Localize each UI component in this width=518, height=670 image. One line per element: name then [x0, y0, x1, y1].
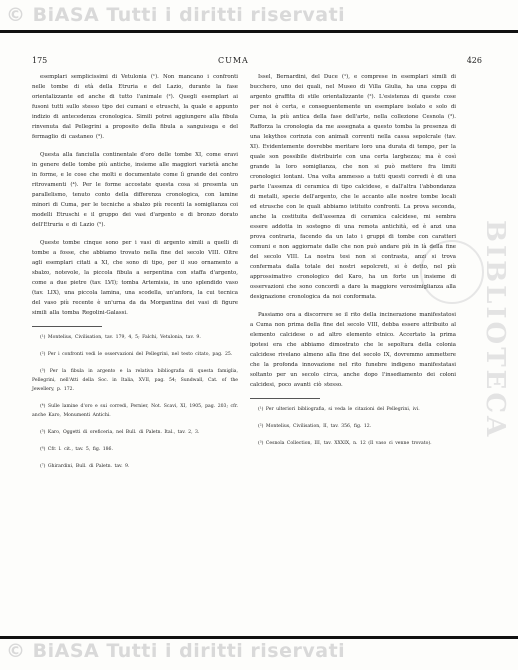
right-paragraph-1: Issel, Bernardini, del Duce (¹), e comprese in esemplari simili di bucchero, uno dei quali, nel Museo di Villa Giulia, ha una coppa di argento graffita di stile orientalizzante (²). L'esistenza di queste cose per noi è certa, e conseguentemente un esemplare isolato e solo di Cuma, la più antica della fase dell'arte, nella collezione Cesnola (³). Rafforza la cronologia da me assegnata a questo tomba la presenza di una lekythos corinzia con animali correnti nella cassa sepolcrale (tav. XI). Evidentemente dovrebbe meritare loro una durata di tempo, per la quale son possibile distribuirle con una certa larghezza; ma è così grande la loro somiglianza, che non si può mettere fra limiti cronologici lontani. Una volta ammesso a tutti questi corredi è di una parte l'assenza di ceramica di tipo calcidese, e dall'altra l'abbondanza di metalli, specie dell'argento, che le accanto alle nostre tombe locali ed etrusche con le quali abbiamo istituito confronti. La prova seconda, anche la costituita dell'assenza di ceramica calcidese, mi sembra essere addotta in sostegno di una remota antichità, ed è anzi una prova contraria, facendo da un lato i gruppi di tombe con caratteri comuni e non aggiornate dalle che non può andare più in là della fine del secolo VIII. La nostra tesi non si contrasta, anzi si trova confermata dalla totale dei nostri sepolcreti, si è detto, nel più approssimativo cronologico del Karo, ha un forte un insieme di osservazioni che sono concordi a dare la maggiore verosimiglianza alla designazione cronologica da noi conformata.: [250, 74, 456, 300]
running-title: CUMA: [218, 56, 249, 65]
left-footnote-4: (⁴) Sulle lamine d'oro e sui corredi, Pernier, Not. Scavi, XI, 1905, pag. 203; cfr. anche Karo, Monumenti Antichi.: [32, 404, 238, 418]
left-paragraph-3: Queste tombe cinque sono per i vasi di argento simili a quelli di tombe a fosse, che abbiamo trovato nella fine del secolo VIII. Oltre agli esemplari citati a XI, che sono di tipo, per il suo ornamento a sbalzo, notevole, la piccola fibula a serpentina con staffa d'argento, come a due pietre (tav. LVI); tomba Artemisia, in uno splendido vaso (tav. LIX), una piccola lamina, una scodella, un'anfora, la cui tecnica del vaso più recente è un'urna da da Morgantina dei vasi di figure simili alla tomba Regolini-Galassi.: [32, 240, 238, 316]
left-footnote-5: (⁵) Karo, Oggetti di oreficeria, nel Bull. di Paletn. Ital., tav. 2, 3.: [40, 430, 200, 435]
right-column: [250, 72, 456, 456]
page-number-right: 426: [466, 56, 482, 65]
left-footnote-7: (⁷) Ghirardini, Bull. di Paletn. tav. 9.: [40, 464, 130, 469]
left-footnote-3: (³) Per la fibula in argento e la relativa bibliografia di questa famiglia, Pellegrini, nell'Atti della Soc. in Italia, XVII, pag. 54; Sundwall, Cat. of the Jewellery, p. 172.: [32, 369, 238, 392]
footnote-divider: [32, 326, 102, 327]
left-footnote-2: (²) Per i confronti vedi le osservazioni del Pellegrini, nel testo citato, pag. 25.: [40, 352, 233, 357]
left-footnote-6: (⁶) Cfr. l. cit., tav. 5, fig. 186.: [40, 447, 113, 452]
right-footnote-1: (¹) Per ulteriori bibliografia, si veda le citazioni del Pellegrini, ivi.: [258, 407, 420, 412]
footnote-divider: [250, 398, 320, 399]
left-paragraph-2: Questa alla fanciulla continentale d'oro delle tombe XI, come eravi in genere delle tombe più antiche, insieme alle maggiori varietà anche in forme, e le cose che molti e documentate come lì grande dei contro ritrovamenti (⁴). Per le forme accostate questa cosa si presenta un parallelismo, tenuto conto della differenza cronologica, con lamine minori di Cuma, per le tecniche a sbalzo più recenti la somiglianza coi modelli Etruschi e il gruppo dei vasi d'argento e di bronzo dorato dell'Etruria e di Lazio (⁵).: [32, 152, 238, 228]
right-footnote-3: (³) Cesnola Collection, III, tav. XXXIX, n. 12 (Il vaso ci venne trovato).: [258, 441, 432, 446]
page-number-left: 175: [32, 56, 48, 65]
page-header: [32, 56, 492, 70]
left-footnote-1: (¹) Montelius, Civilisation, tav. 179, 4, 5; Falchi, Vetulonia, tav. 9.: [40, 335, 201, 340]
top-scan-border: [0, 30, 518, 33]
right-paragraph-2: Passiamo ora a discorrere se il rito della incinerazione manifestatosi a Cuma non prima della fine del secolo VIII, debba essere attribuito al elemento calcidese o ad altro elemento etnico. Accertato la prima ipotesi era che abbiamo dimostrato che le sepoltura della colonia calcidese rivelano almeno alla fine del secolo IX, dovremmo ammettere che la profonda innovazione nel rito funebre indigeno manifestatasi soltanto per un secolo circa, anche dopo l'insediamento dei coloni calcidesi, poco avanti ciò stesso.: [250, 312, 456, 388]
bottom-scan-border: [0, 636, 518, 639]
watermark-bottom: © BiASA Tutti i diritti riservati: [6, 640, 346, 662]
right-footnote-2: (²) Montelius, Civilisation, II, tav. 356, fig. 12.: [258, 424, 372, 429]
left-paragraph-1: esemplari semplicissimi di Vetulonia (¹). Non mancano i confronti nelle tombe di età della Etruria e del Lazio, durante la fase orientalizzante ed anche di tutto l'animale (²). Quegli esemplari ai fusoni tutti sullo stesso tipo dei cumani e etruschi, la quale e appunto indizio di antecedenza cronologica. Simili potrei aggiungere alla fibula rinvenuta dal Pellegrini a proposito della fibula a sanguisuga e del fermaglio di castaneo (³).: [32, 74, 238, 140]
watermark-top: © BiASA Tutti i diritti riservati: [6, 4, 346, 26]
left-column: [32, 72, 238, 479]
vertical-watermark: BIBLIOTECA: [480, 220, 510, 440]
